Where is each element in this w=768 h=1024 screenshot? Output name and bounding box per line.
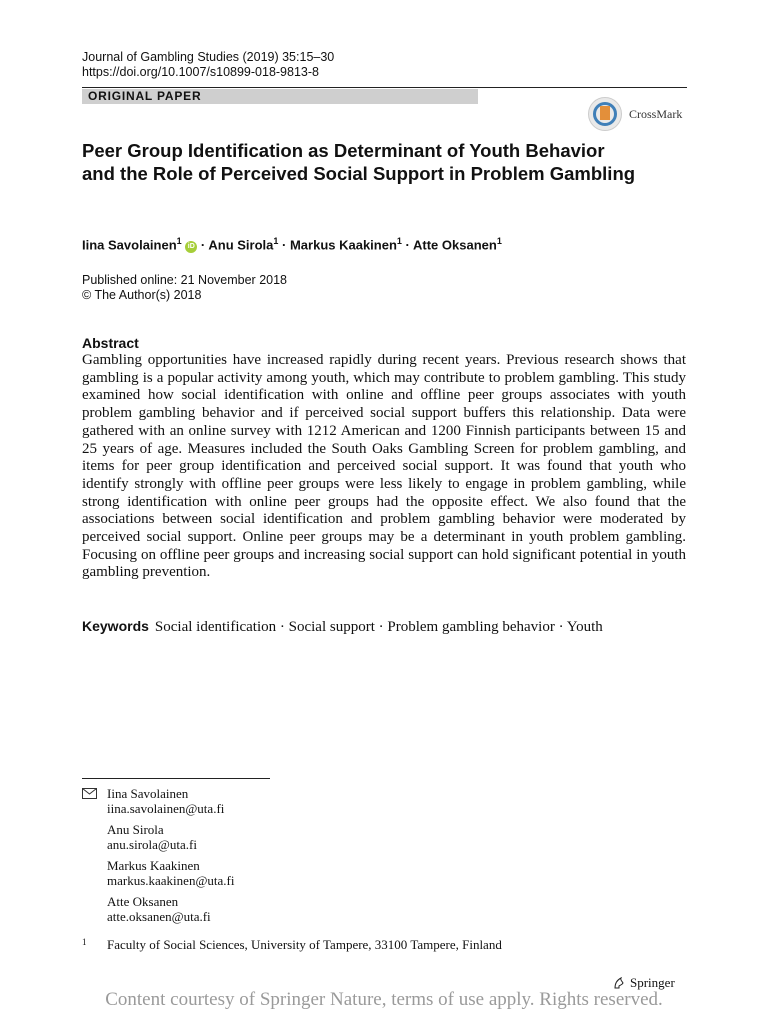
author-name[interactable]: Atte Oksanen (413, 237, 497, 253)
journal-name: Journal of Gambling Studies (2019) 35:15–30 (82, 50, 335, 64)
copyright-line: © The Author(s) 2018 (82, 288, 202, 302)
publication-info (82, 273, 287, 303)
affiliation-sup: 1 (176, 236, 182, 246)
affiliation-number: 1 (82, 937, 87, 947)
courtesy-watermark: Content courtesy of Springer Nature, terms of use apply. Rights reserved. (105, 989, 663, 1010)
crossmark-icon (588, 97, 622, 131)
author-separator: · (197, 237, 209, 253)
contact-name: Iina Savolainen (107, 786, 189, 801)
paper-type-banner: ORIGINAL PAPER (82, 89, 478, 104)
contact-email[interactable]: markus.kaakinen@uta.fi (107, 873, 235, 888)
contact-list (107, 786, 235, 930)
crossmark-badge[interactable] (588, 97, 698, 131)
orcid-icon[interactable]: iD (185, 241, 197, 253)
author-name[interactable]: Iina Savolainen (82, 237, 177, 253)
author-list (82, 232, 682, 254)
author-separator: · (278, 237, 290, 253)
affiliation-sup: 1 (396, 236, 402, 246)
author-separator: · (401, 237, 413, 253)
contact-name: Atte Oksanen (107, 894, 179, 909)
contact-email[interactable]: atte.oksanen@uta.fi (107, 909, 211, 924)
footnote-rule (82, 778, 270, 779)
contact-name: Anu Sirola (107, 822, 164, 837)
crossmark-label: CrossMark (629, 107, 683, 121)
abstract-heading: Abstract (82, 335, 139, 351)
keywords-label: Keywords (82, 618, 149, 634)
contact-entry (107, 786, 235, 816)
contact-email[interactable]: anu.sirola@uta.fi (107, 837, 197, 852)
envelope-icon[interactable] (82, 788, 97, 799)
affiliation-sup: 1 (496, 236, 502, 246)
contact-entry (107, 822, 235, 852)
header-rule (82, 87, 687, 88)
doi-link[interactable]: https://doi.org/10.1007/s10899-018-9813-8 (82, 65, 319, 79)
published-date: Published online: 21 November 2018 (82, 273, 287, 287)
author-name[interactable]: Markus Kaakinen (289, 237, 397, 253)
contact-name: Markus Kaakinen (107, 858, 200, 873)
contact-email[interactable]: iina.savolainen@uta.fi (107, 801, 225, 816)
keywords (82, 617, 603, 636)
springer-label: Springer (630, 975, 675, 990)
keywords-text: Social identification · Social support · Problem gambling behavior · Youth (154, 619, 603, 635)
paper-title: Peer Group Identification as Determinant of Youth Behavior and the Role of Perceived Social Support in Problem Gambling (82, 140, 636, 184)
abstract-body: Gambling opportunities have increased rapidly during recent years. Previous research shows that gambling is a popular activity among youth, which may contribute to problem gambling. This study examined how social identification with online and offline peer groups associates with youth problem gambling behavior and if perceived social support buffers this relationship. Data were gathered with an online survey with 1212 American and 1200 Finnish participants between 15 and 25 years of age. Measures included the South Oaks Gambling Screen for problem gambling, and items for peer group identification and perceived social support. It was found that youth who identify strongly with offline peer groups were less likely to engage in problem gambling, while strong identification with online peer groups had the opposite effect. We also found that the associations between social identification and problem gambling behavior were moderated by perceived social support. Online peer groups may be a determinant in youth problem gambling. Focusing on offline peer groups and increasing social support can hold significant potential in youth gambling prevention. (82, 352, 686, 581)
affiliation-text: Faculty of Social Sciences, University of Tampere, 33100 Tampere, Finland (107, 937, 502, 952)
journal-citation (82, 50, 334, 80)
author-name[interactable]: Anu Sirola (208, 237, 274, 253)
contact-entry (107, 894, 235, 924)
contact-entry (107, 858, 235, 888)
affiliation-sup: 1 (273, 236, 279, 246)
